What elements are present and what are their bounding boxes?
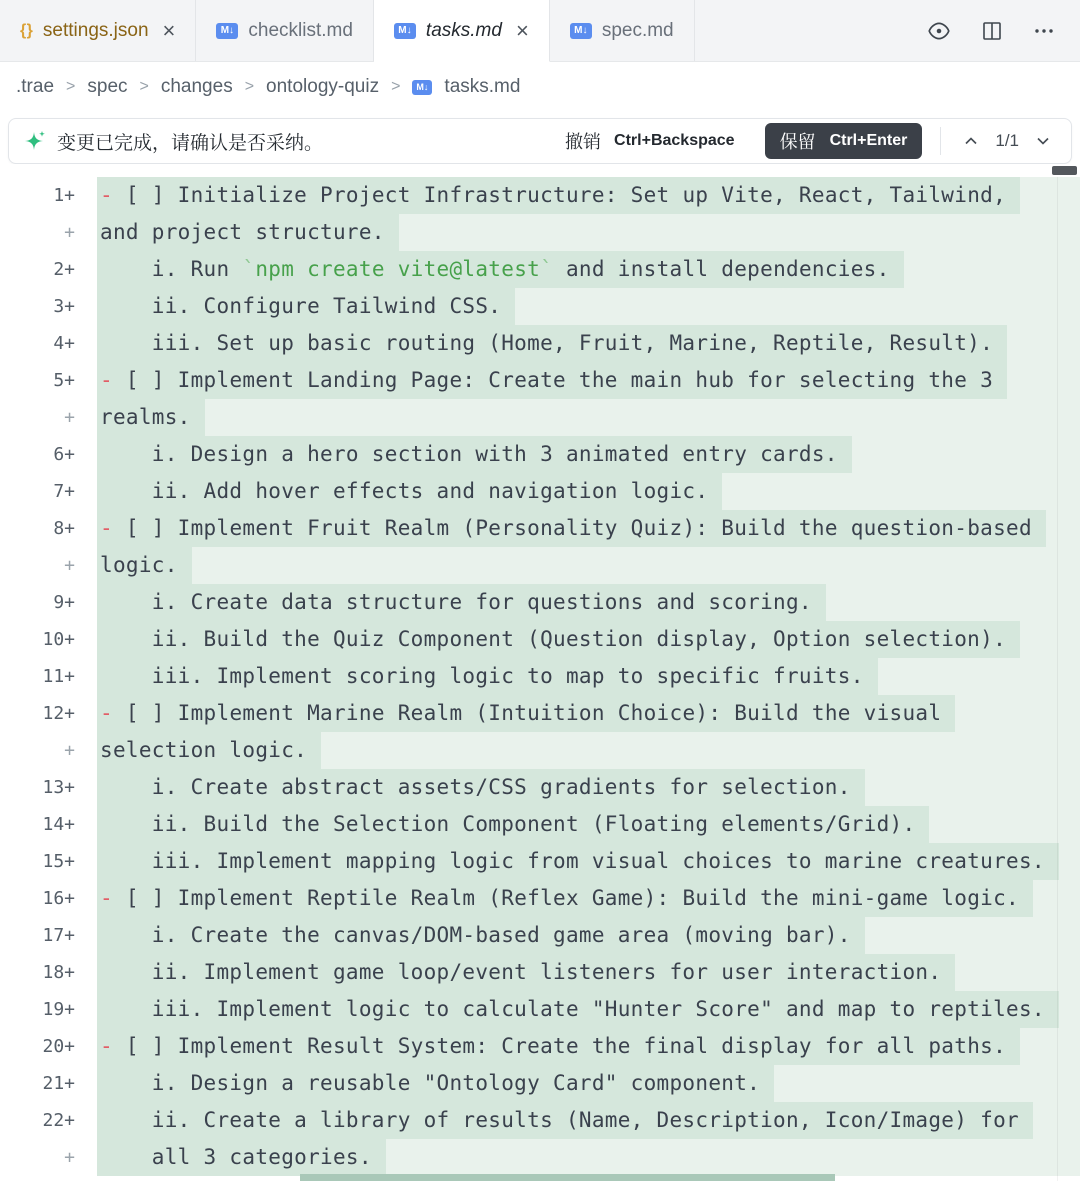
diff-row (0, 991, 1080, 1028)
banner-actions (559, 123, 1059, 159)
diff-row (0, 547, 1080, 584)
line-number: 5+ (53, 370, 75, 391)
breadcrumb-item[interactable]: changes (160, 76, 233, 97)
more-actions-icon[interactable] (1032, 19, 1056, 43)
split-editor-icon[interactable] (980, 19, 1004, 43)
line-number: 19+ (42, 999, 75, 1020)
tab-list (0, 0, 695, 61)
diff-nav-counter: 1/1 (995, 131, 1019, 150)
markdown-icon: M↓ (216, 23, 238, 39)
code-line[interactable]: ii. Build the Quiz Component (Question display, Option selection). (97, 621, 1080, 658)
code-line[interactable]: iii. Set up basic routing (Home, Fruit, Marine, Reptile, Result). (97, 325, 1080, 362)
code-line[interactable]: selection logic. (97, 732, 1080, 769)
tab-spec-md[interactable] (550, 0, 695, 61)
diff-row (0, 1102, 1080, 1139)
diff-row (0, 510, 1080, 547)
breadcrumb-item[interactable]: .trae (16, 76, 55, 97)
code-line[interactable]: - [ ] Implement Reptile Realm (Reflex Game): Build the mini-game logic. (97, 880, 1080, 917)
diff-row (0, 658, 1080, 695)
line-number: 15+ (42, 851, 75, 872)
diff-row (0, 325, 1080, 362)
line-number: + (64, 1147, 75, 1168)
diff-row (0, 732, 1080, 769)
braces-icon: { } (20, 21, 31, 39)
diff-row (0, 251, 1080, 288)
breadcrumb-item[interactable]: ontology-quiz (266, 76, 380, 97)
diff-row (0, 399, 1080, 436)
line-number: + (64, 740, 75, 761)
diff-row (0, 954, 1080, 991)
tab-bar (0, 0, 1080, 62)
code-line[interactable]: and project structure. (97, 214, 1080, 251)
line-number: + (64, 555, 75, 576)
diff-row (0, 1139, 1080, 1176)
scrollbar-track (1057, 177, 1058, 1181)
line-number: 18+ (42, 962, 75, 983)
diff-row (0, 1028, 1080, 1065)
line-number: 7+ (53, 481, 75, 502)
line-number: 9+ (53, 592, 75, 613)
diff-row (0, 1065, 1080, 1102)
code-line[interactable]: iii. Implement scoring logic to map to specific fruits. (97, 658, 1080, 695)
markdown-icon: M↓ (570, 23, 592, 39)
diff-editor (0, 164, 1080, 1181)
line-number: 14+ (42, 814, 75, 835)
code-line[interactable]: i. Create abstract assets/CSS gradients for selection. (97, 769, 1080, 806)
code-line[interactable]: i. Create the canvas/DOM-based game area (moving bar). (97, 917, 1080, 954)
code-line[interactable]: - [ ] Implement Landing Page: Create the main hub for selecting the 3 (97, 362, 1080, 399)
breadcrumb-separator: > (391, 78, 401, 95)
code-line[interactable]: ii. Build the Selection Component (Floating elements/Grid). (97, 806, 1080, 843)
code-line[interactable]: i. Design a reusable "Ontology Card" component. (97, 1065, 1080, 1102)
banner-message: 变更已完成，请确认是否采纳。 (57, 132, 324, 154)
markdown-icon: M↓ (394, 23, 416, 39)
code-line[interactable]: i. Design a hero section with 3 animated entry cards. (97, 436, 1080, 473)
line-number: 4+ (53, 333, 75, 354)
code-line[interactable]: ii. Create a library of results (Name, Description, Icon/Image) for (97, 1102, 1080, 1139)
code-line[interactable]: iii. Implement mapping logic from visual choices to marine creatures. (97, 843, 1080, 880)
scrollbar-thumb[interactable] (1052, 166, 1077, 175)
editor-actions (926, 0, 1080, 61)
preview-icon[interactable] (926, 18, 952, 44)
diff-row (0, 177, 1080, 214)
close-icon[interactable]: × (515, 17, 529, 43)
diff-row (0, 584, 1080, 621)
chevron-down-icon[interactable] (1027, 127, 1059, 155)
line-number: 1+ (53, 185, 75, 206)
close-icon[interactable]: × (162, 17, 176, 43)
ai-change-banner (8, 118, 1072, 164)
diff-row (0, 806, 1080, 843)
tab-label: settings.json (42, 19, 149, 41)
diff-row (0, 362, 1080, 399)
line-number: 17+ (42, 925, 75, 946)
code-line[interactable]: i. Run `npm create vite@latest` and install dependencies. (97, 251, 1080, 288)
code-line[interactable]: iii. Implement logic to calculate "Hunter Score" and map to reptiles. (97, 991, 1080, 1028)
code-line[interactable]: ii. Add hover effects and navigation logic. (97, 473, 1080, 510)
diff-row (0, 917, 1080, 954)
line-number: 16+ (42, 888, 75, 909)
line-number: 2+ (53, 259, 75, 280)
breadcrumb (0, 62, 1080, 112)
diff-row (0, 843, 1080, 880)
code-line[interactable]: - [ ] Implement Fruit Realm (Personality Quiz): Build the question-based (97, 510, 1080, 547)
keep-button[interactable] (765, 123, 923, 159)
line-number: 12+ (42, 703, 75, 724)
diff-row (0, 473, 1080, 510)
markdown-icon: M↓ (412, 80, 432, 95)
tab-label: tasks.md (425, 19, 502, 41)
code-line[interactable]: - [ ] Initialize Project Infrastructure: Set up Vite, React, Tailwind, (97, 177, 1080, 214)
breadcrumb-item[interactable]: spec (87, 76, 128, 97)
code-line[interactable]: realms. (97, 399, 1080, 436)
tab-settings-json[interactable] (0, 0, 196, 61)
banner-container (0, 112, 1080, 164)
diff-row (0, 880, 1080, 917)
line-number: 11+ (42, 666, 75, 687)
code-line[interactable]: ii. Implement game loop/event listeners for user interaction. (97, 954, 1080, 991)
code-line[interactable]: - [ ] Implement Result System: Create the final display for all paths. (97, 1028, 1080, 1065)
diff-row (0, 621, 1080, 658)
keep-label: 保留 (779, 132, 816, 152)
line-number: + (64, 407, 75, 428)
divider (940, 127, 941, 155)
diff-row (0, 769, 1080, 806)
code-line[interactable]: logic. (97, 547, 1080, 584)
chevron-up-icon[interactable] (955, 127, 987, 155)
line-number: + (64, 222, 75, 243)
line-number: 22+ (42, 1110, 75, 1131)
undo-button[interactable] (559, 127, 741, 155)
breadcrumb-separator: > (244, 78, 255, 95)
code-line[interactable]: ii. Configure Tailwind CSS. (97, 288, 1080, 325)
code-line[interactable]: all 3 categories. (97, 1139, 1080, 1176)
tab-label: spec.md (601, 19, 674, 41)
tab-label: checklist.md (248, 19, 353, 41)
partial-next-line (300, 1174, 835, 1181)
line-number: 3+ (53, 296, 75, 317)
tab-tasks-md[interactable] (374, 0, 550, 62)
undo-shortcut: Ctrl+Backspace (614, 132, 735, 149)
ai-sparkle-icon (23, 129, 47, 153)
line-number: 10+ (42, 629, 75, 650)
line-number: 8+ (53, 518, 75, 539)
undo-label: 撤销 (565, 132, 602, 152)
code-line[interactable]: - [ ] Implement Marine Realm (Intuition Choice): Build the visual (97, 695, 1080, 732)
line-number: 21+ (42, 1073, 75, 1094)
diff-row (0, 436, 1080, 473)
line-number: 6+ (53, 444, 75, 465)
diff-row (0, 214, 1080, 251)
diff-row (0, 288, 1080, 325)
diff-row (0, 695, 1080, 732)
breadcrumb-separator: > (139, 78, 149, 95)
keep-shortcut: Ctrl+Enter (829, 132, 908, 149)
tab-checklist-md[interactable] (196, 0, 374, 61)
breadcrumb-separator: > (66, 78, 76, 95)
line-number: 20+ (42, 1036, 75, 1057)
diff-rows (0, 177, 1080, 1176)
breadcrumb-item[interactable]: tasks.md (444, 76, 521, 97)
code-line[interactable]: i. Create data structure for questions and scoring. (97, 584, 1080, 621)
line-number: 13+ (42, 777, 75, 798)
